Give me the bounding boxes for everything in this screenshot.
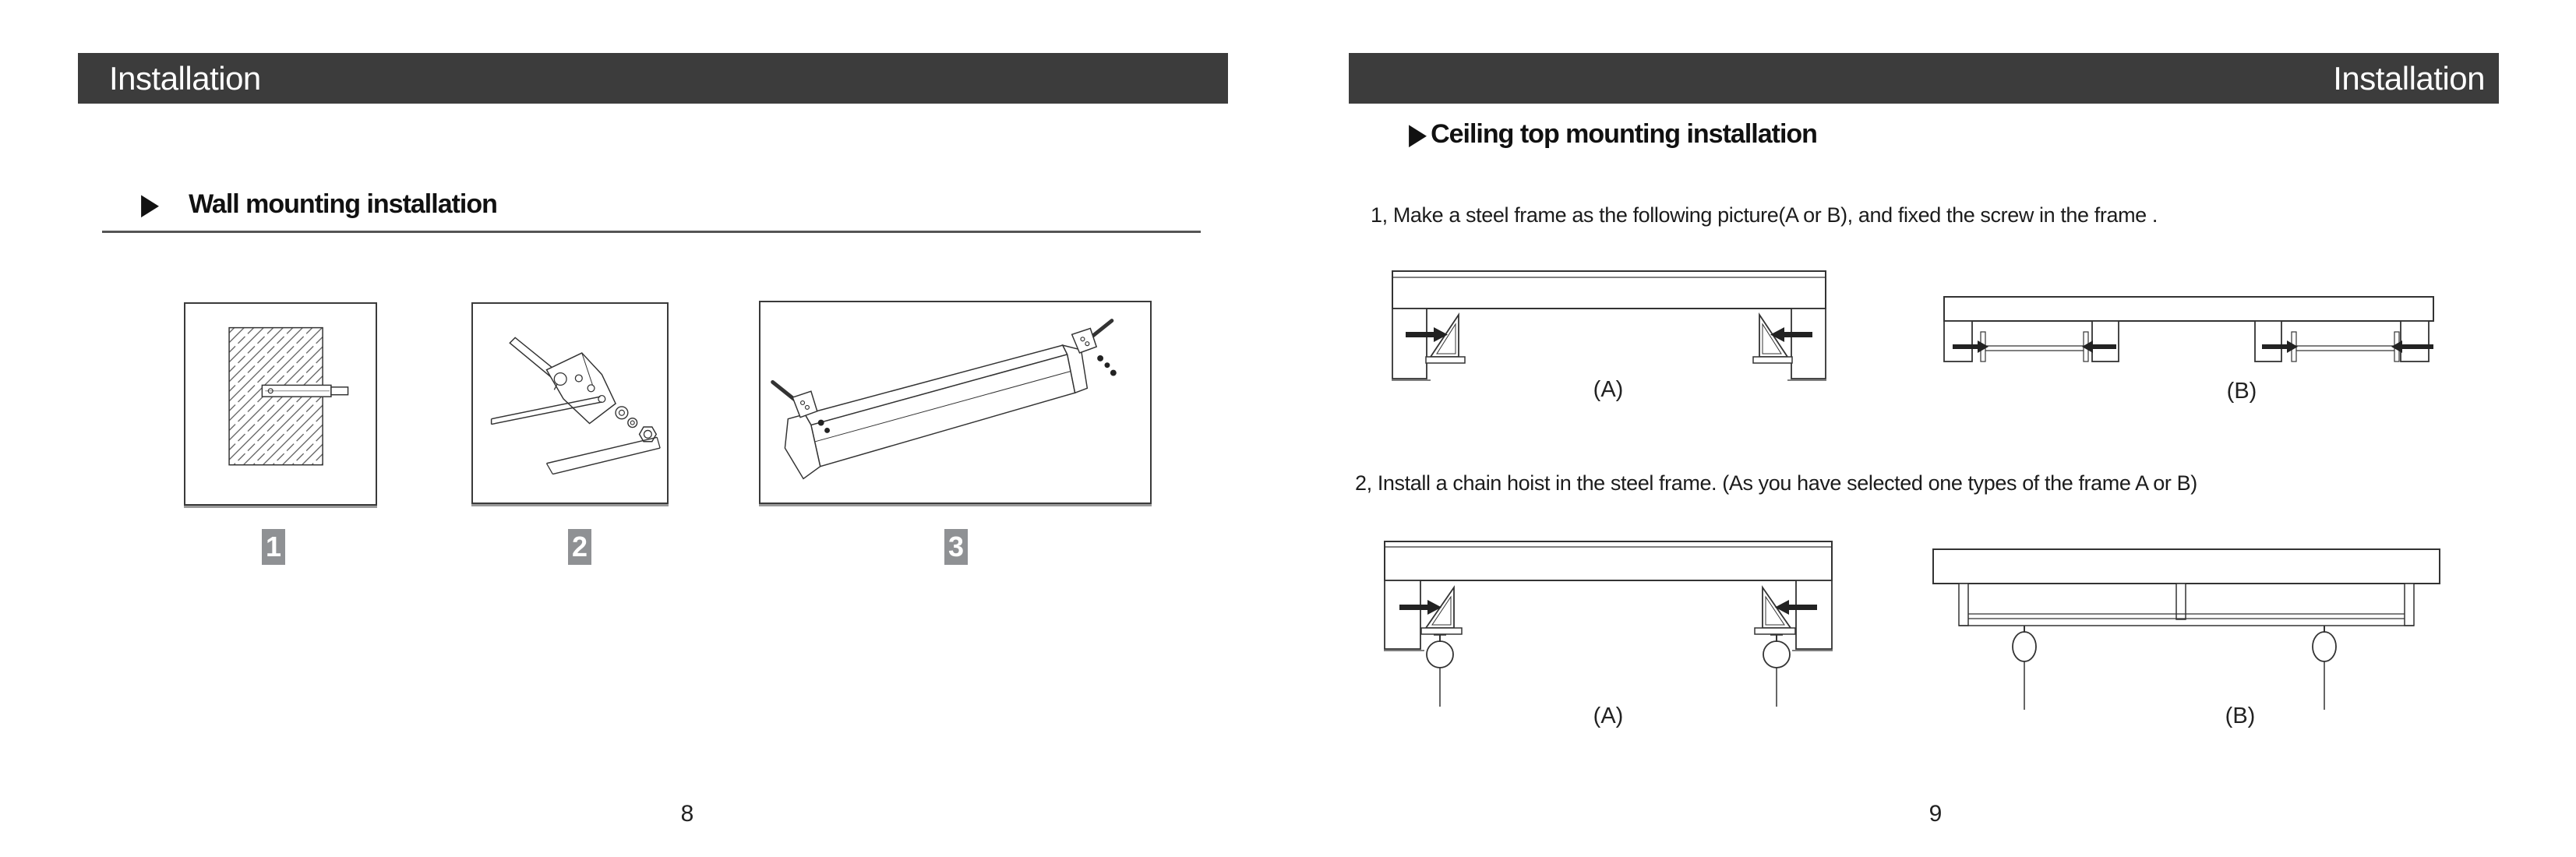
page-header-bar	[78, 53, 1228, 104]
page-header-bar	[1349, 53, 2499, 104]
wall-anchor-drawing	[185, 304, 376, 504]
section-heading-wall-mounting	[141, 187, 497, 221]
figure-label-b: (B)	[2226, 379, 2257, 404]
page-number: 8	[680, 801, 694, 827]
frame-a-hoist-drawing	[1384, 541, 1833, 708]
figure-steel-frame-b	[1943, 296, 2434, 382]
figure-label-b: (B)	[2225, 704, 2256, 728]
page-header-title: Installation	[2333, 60, 2485, 97]
figure-light-bar	[759, 301, 1152, 504]
figure-steel-frame-a	[1392, 266, 1826, 383]
section-title: Wall mounting installation	[189, 189, 497, 219]
figure-label-a: (A)	[1593, 704, 1624, 728]
light-bar-drawing	[760, 302, 1150, 503]
page-right	[1288, 0, 2576, 857]
figure-frame-b-chain-hoist	[1932, 548, 2444, 743]
figure-badge: 1	[262, 529, 285, 565]
figure-label-a: (A)	[1593, 377, 1624, 402]
figure-badge: 3	[944, 529, 968, 565]
figure-bracket-exploded	[471, 302, 669, 504]
figure-wall-anchor	[184, 302, 377, 506]
figure-badge: 2	[568, 529, 591, 565]
page-header-title: Installation	[109, 60, 261, 97]
steel-frame-b-drawing	[1943, 296, 2434, 382]
section-heading-ceiling-mounting	[1409, 117, 1817, 151]
section-arrow-icon: ▶	[1409, 118, 1427, 150]
figure-frame-a-chain-hoist	[1384, 541, 1833, 708]
steel-frame-a-drawing	[1392, 266, 1826, 383]
page-number: 9	[1928, 801, 1943, 827]
step-1-text: 1, Make a steel frame as the following picture(A or B), and fixed the screw in the frame .	[1371, 203, 2158, 227]
section-divider	[102, 231, 1201, 233]
section-arrow-icon: ▶	[141, 188, 160, 220]
section-title: Ceiling top mounting installation	[1431, 118, 1817, 149]
step-2-text: 2, Install a chain hoist in the steel frame. (As you have selected one types of the frame A or B)	[1355, 471, 2197, 495]
frame-b-hoist-drawing	[1932, 548, 2444, 743]
bracket-exploded-drawing	[473, 304, 667, 503]
